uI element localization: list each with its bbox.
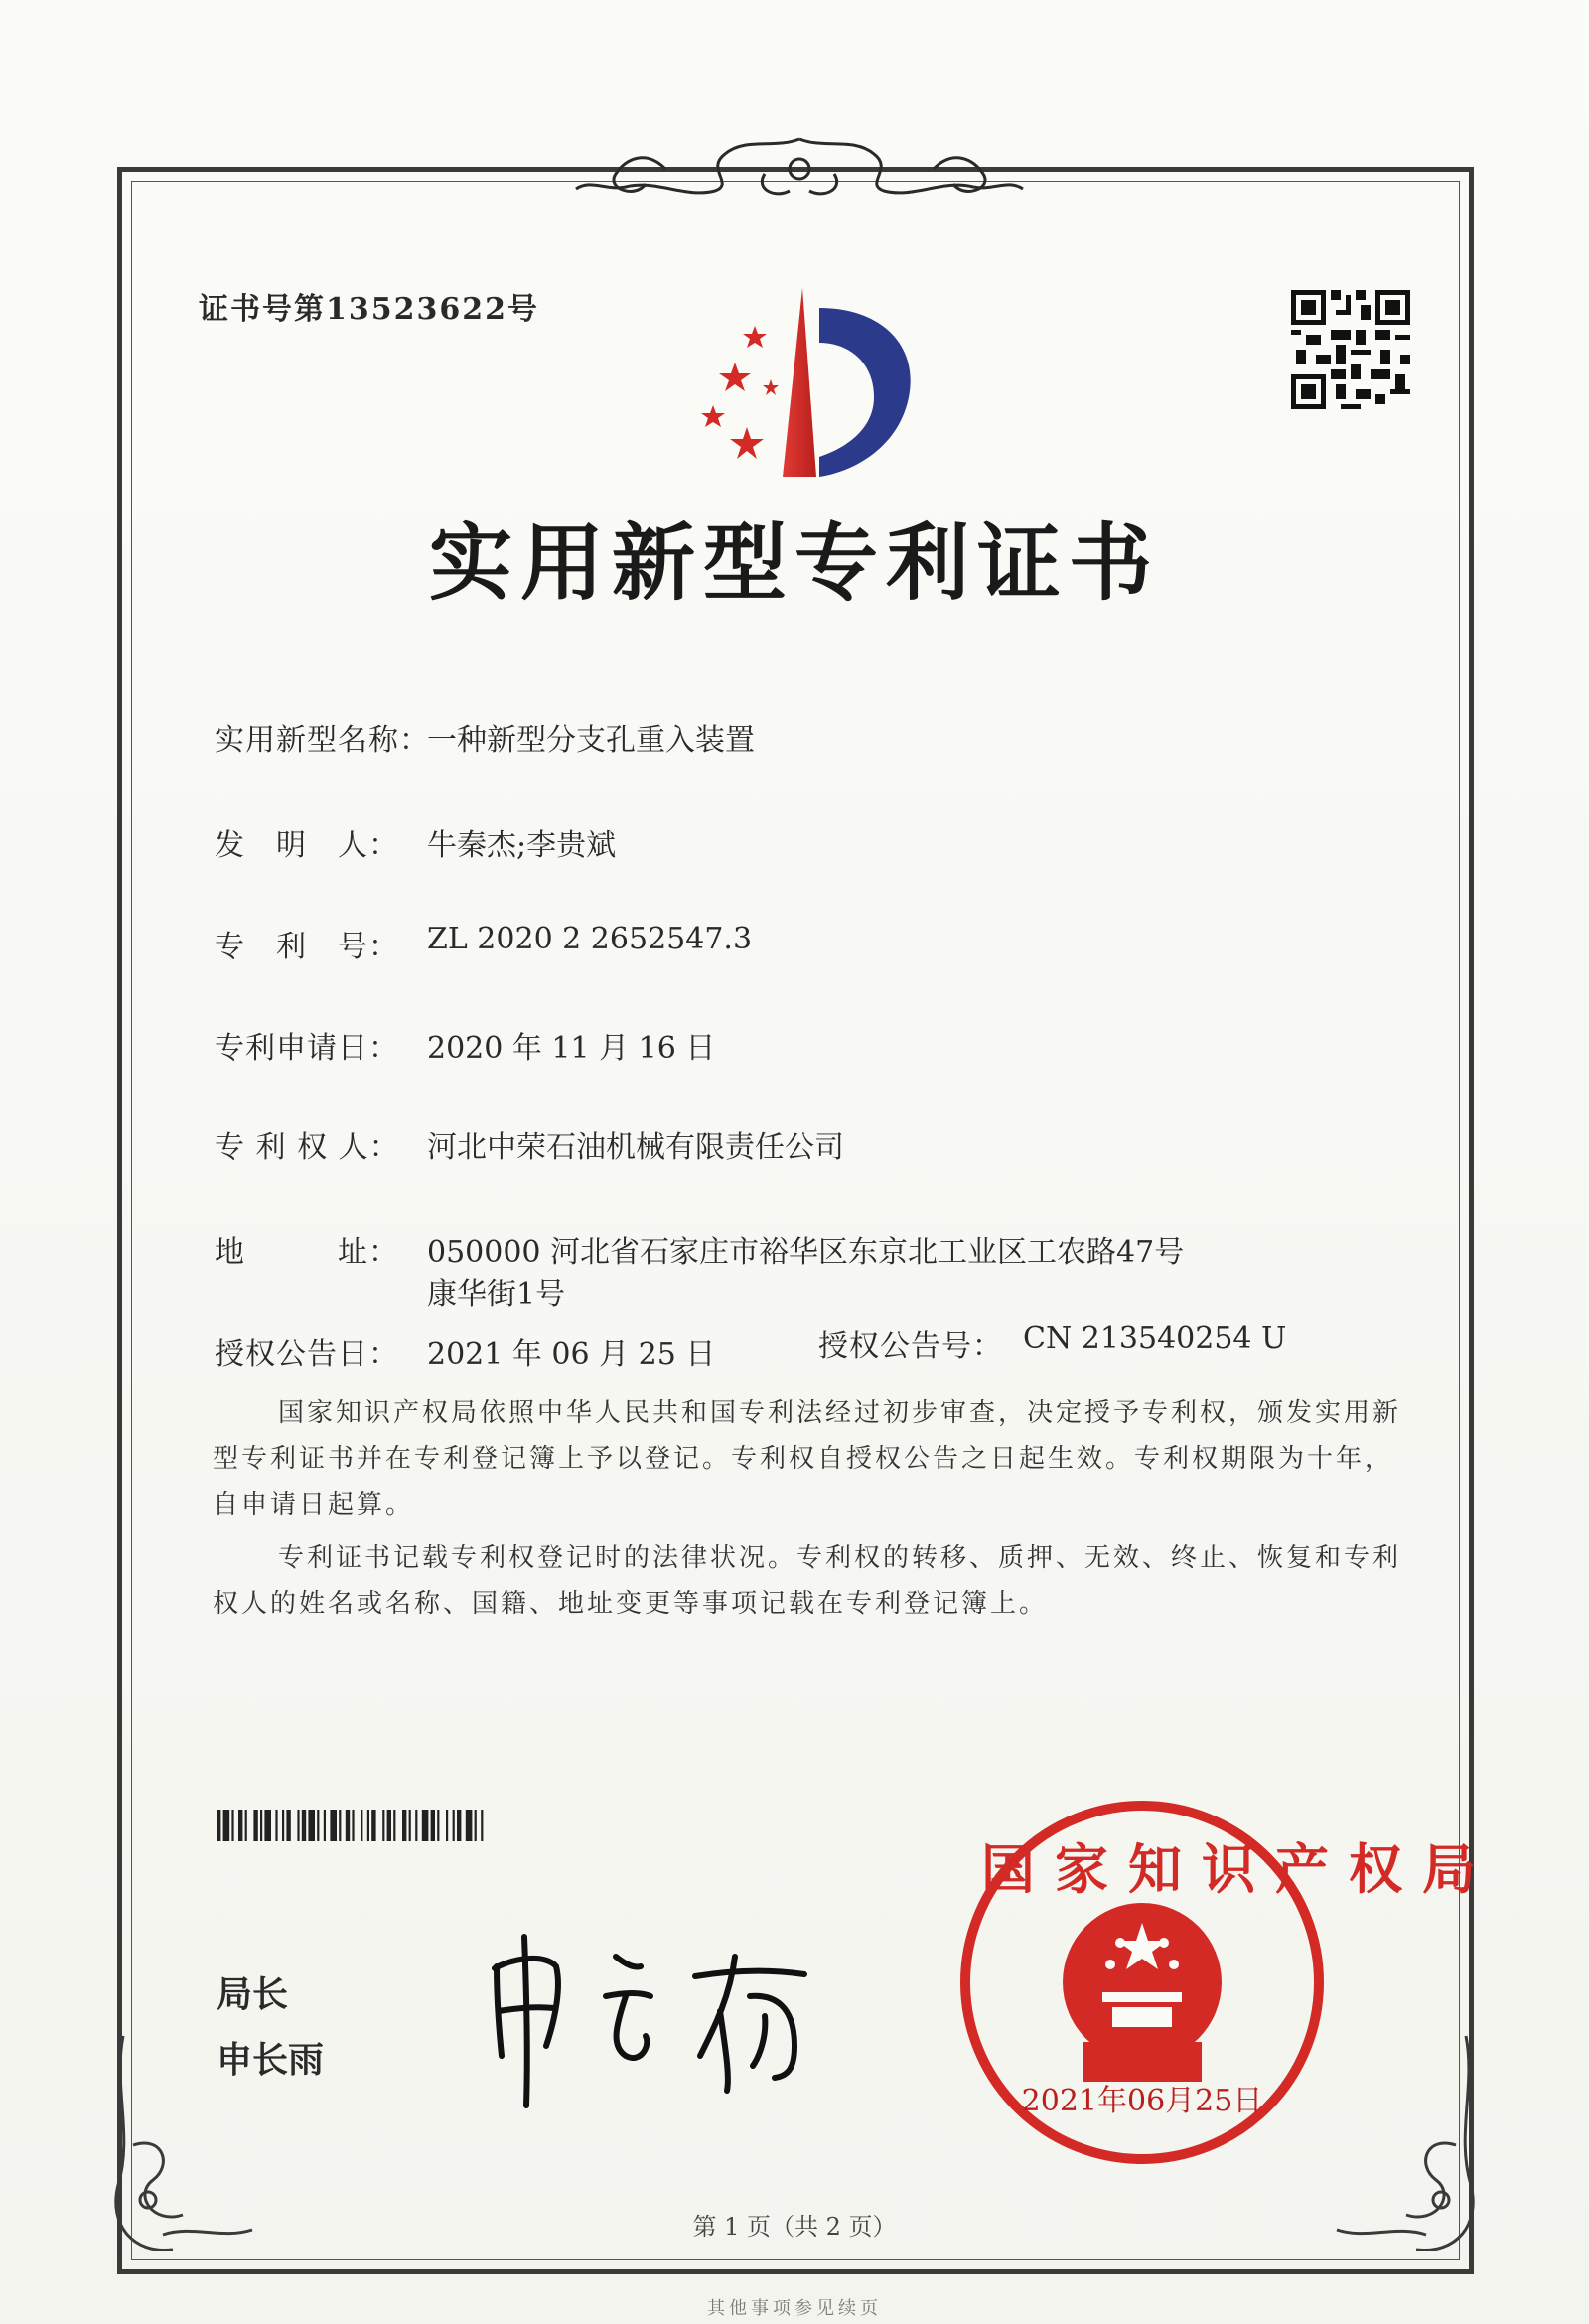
field-label-name: 实用新型名称： [215,723,430,758]
barcode-bar [367,1810,369,1841]
barcode [217,1810,630,1841]
barcode-bar [223,1810,230,1841]
field-value-application-date: 2020 年 11 月 16 日 [427,1031,716,1066]
barcode-bar [361,1810,362,1841]
field-label-address: 地 址： [215,1235,399,1270]
field-value-address-line2: 康华街1号 [427,1277,566,1312]
field-label-patent-number: 专 利 号： [215,930,399,964]
top-ornament [566,129,1033,209]
barcode-bar [393,1810,395,1841]
field-value-inventor: 牛秦杰;李贵斌 [427,828,617,863]
barcode-bar [453,1810,455,1841]
barcode-bar [422,1810,429,1841]
barcode-bar [308,1810,315,1841]
barcode-bar [466,1810,473,1841]
barcode-bar [286,1810,290,1841]
barcode-bar [238,1810,242,1841]
barcode-bar [446,1810,448,1841]
barcode-bar [330,1810,337,1841]
certificate-number: 证书号第13523622号 [199,292,539,327]
barcode-bar [302,1810,306,1841]
paragraph-grant-notice: 国家知识产权局依照中华人民共和国专利法经过初步审查，决定授予专利权，颁发实用新型专利证书并在专利登记簿上予以登记。专利权自授权公告之日起生效。专利权期限为十年，自申请日起算。 [213,1398,1402,1520]
barcode-bar [297,1810,299,1841]
barcode-bar [481,1810,483,1841]
field-label-application-date: 专利申请日： [215,1031,399,1066]
barcode-bar [324,1810,326,1841]
barcode-bar [264,1810,271,1841]
barcode-bar [253,1810,257,1841]
field-label-patentee: 专 利 权 人： [215,1130,400,1165]
seal-date: 2021年06月25日 [1021,2084,1263,2118]
barcode-bar [317,1810,319,1841]
field-value-patent-number: ZL 2020 2 2652547.3 [427,922,753,956]
paragraph-legal-status: 专利证书记载专利权登记时的法律状况。专利权的转移、质押、无效、终止、恢复和专利权人的姓名或名称、国籍、地址变更等事项记载在专利登记簿上。 [213,1543,1402,1619]
barcode-bar [339,1810,341,1841]
barcode-bar [352,1810,354,1841]
director-title: 局长 [217,1974,289,2015]
qr-code [1291,288,1410,411]
seal-text: 国家知识产权局 [981,1838,1496,1901]
field-label-grant-number: 授权公告号： [818,1329,1003,1364]
barcode-bar [245,1810,247,1841]
barcode-bar [346,1810,350,1841]
field-value-patentee: 河北中荣石油机械有限责任公司 [427,1130,844,1165]
barcode-bar [275,1810,277,1841]
barcode-bar [437,1810,439,1841]
barcode-bar [387,1810,391,1841]
patent-office-logo [685,288,924,487]
barcode-bar [402,1810,406,1841]
director-signature [477,1917,834,2115]
barcode-bar [382,1810,384,1841]
barcode-bar [431,1810,435,1841]
page-footer: 第 1 页（共 2 页） [692,2213,897,2241]
barcode-bar [415,1810,417,1841]
barcode-bar [282,1810,284,1841]
field-value-grant-number: CN 213540254 U [1023,1321,1287,1356]
field-value-grant-date: 2021 年 06 月 25 日 [427,1337,716,1372]
barcode-bar [457,1810,461,1841]
field-value-name: 一种新型分支孔重入装置 [427,723,755,758]
barcode-bar [409,1810,411,1841]
field-label-inventor: 发 明 人： [215,828,399,863]
director-name: 申长雨 [217,2040,325,2081]
barcode-bar [217,1810,220,1841]
field-value-address: 050000 河北省石家庄市裕华区东京北工业区工农路47号 [427,1235,1185,1270]
bottom-note: 其他事项参见续页 [707,2298,882,2319]
barcode-bar [371,1810,375,1841]
certificate-title: 实用新型专利证书 [428,514,1160,612]
barcode-bar [260,1810,262,1841]
barcode-bar [475,1810,477,1841]
field-label-grant-date: 授权公告日： [215,1337,399,1372]
barcode-bar [231,1810,233,1841]
